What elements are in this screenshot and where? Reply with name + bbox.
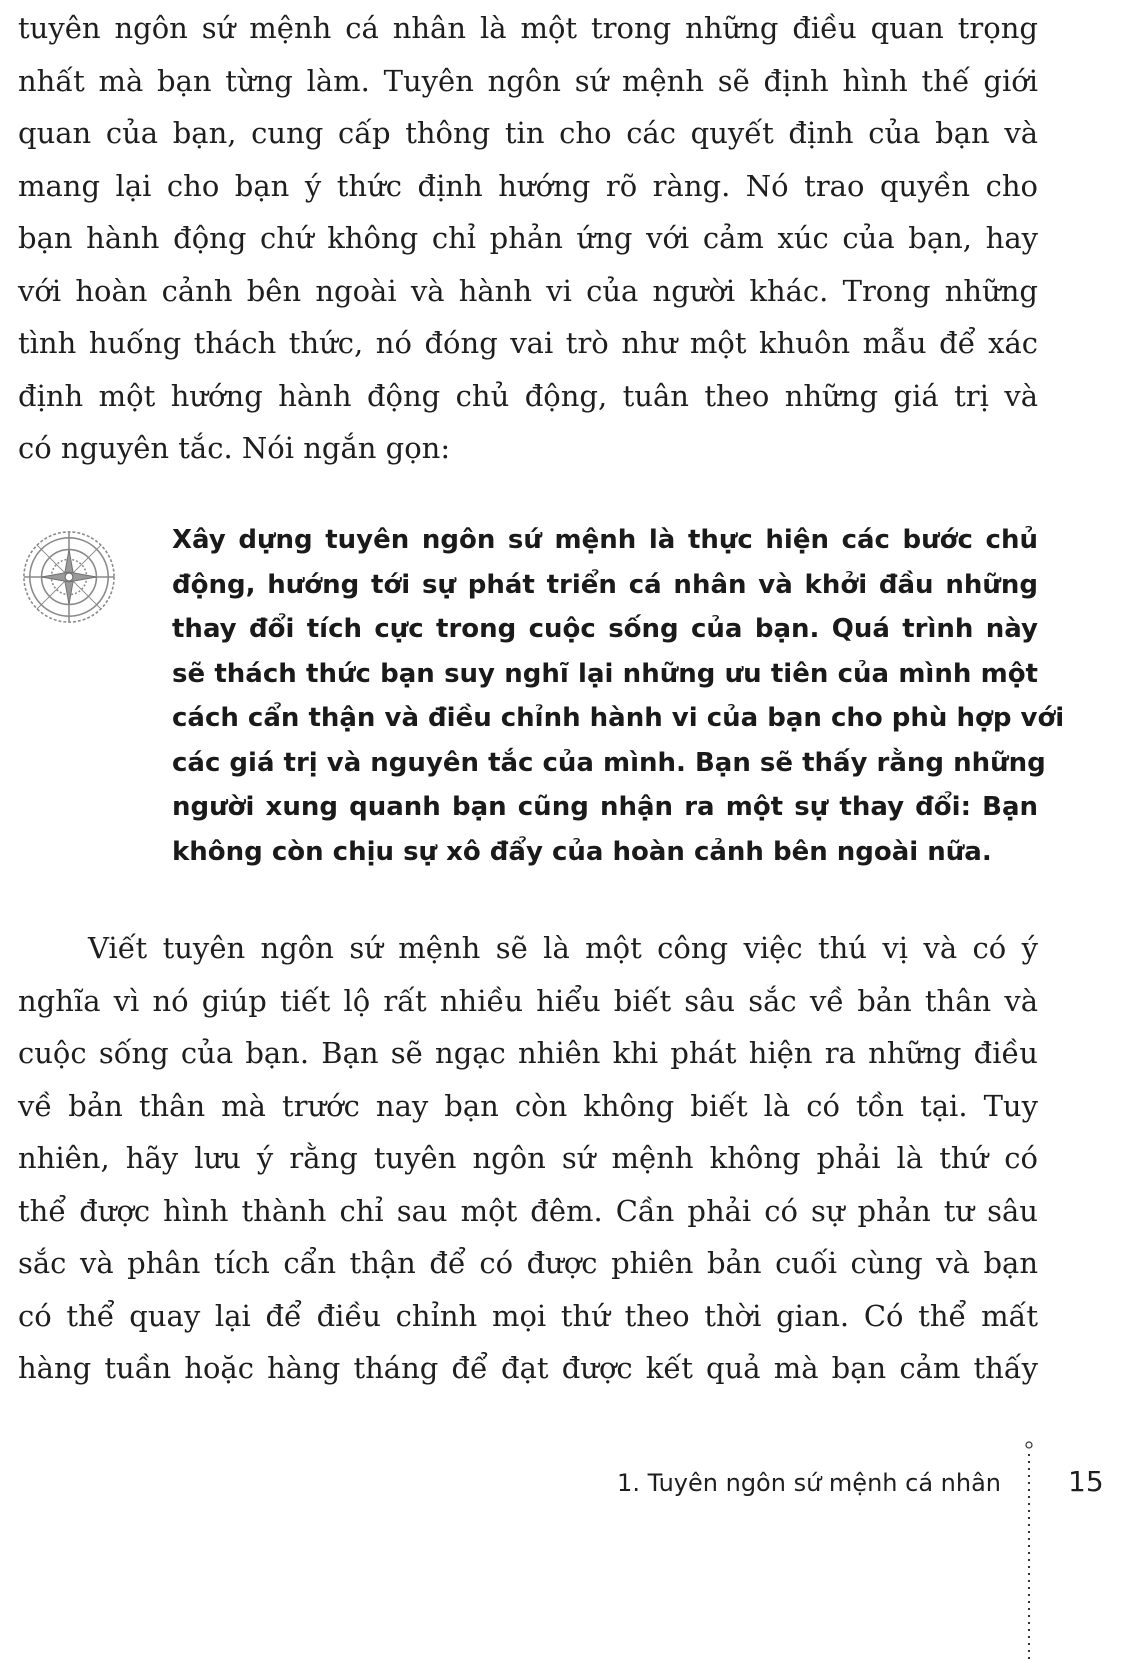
text-line: Viết tuyên ngôn sứ mệnh sẽ là một công việc thú vị và có ý (88, 931, 1038, 965)
text-line: các giá trị và nguyên tắc của mình. Bạn sẽ thấy rằng những (172, 747, 1046, 778)
text-line: mang lại cho bạn ý thức định hướng rõ ràng. Nó trao quyền cho (18, 168, 1038, 203)
text-line: nghĩa vì nó giúp tiết lộ rất nhiều hiểu biết sâu sắc về bản thân và (18, 983, 1038, 1018)
text-line: tuyên ngôn sứ mệnh cá nhân là một trong những điều quan trọng (18, 11, 1038, 45)
text-line: cách cẩn thận và điều chỉnh hành vi của bạn cho phù hợp với (172, 703, 1065, 733)
text-line: không còn chịu sự xô đẩy của hoàn cảnh bên ngoài nữa. (172, 836, 992, 867)
text-line: động, hướng tới sự phát triển cá nhân và khởi đầu những (172, 569, 1038, 600)
text-line: người xung quanh bạn cũng nhận ra một sự thay đổi: Bạn (172, 792, 1038, 822)
text-line: với hoàn cảnh bên ngoài và hành vi của người khác. Trong những (18, 273, 1038, 308)
body-paragraph-2 (18, 922, 1038, 1395)
text-line: hàng tuần hoặc hàng tháng để đạt được kết quả mà bạn cảm thấy (18, 1351, 1038, 1385)
page-number: 15 (1068, 1465, 1104, 1498)
text-line: tình huống thách thức, nó đóng vai trò như một khuôn mẫu để xác (18, 326, 1038, 360)
text-line: quan của bạn, cung cấp thông tin cho các quyết định của bạn và (18, 116, 1038, 150)
text-line: có nguyên tắc. Nói ngắn gọn: (18, 431, 451, 465)
compass-icon (20, 528, 118, 626)
text-line: Xây dựng tuyên ngôn sứ mệnh là thực hiện các bước chủ (172, 525, 1038, 555)
text-line: cuộc sống của bạn. Bạn sẽ ngạc nhiên khi phát hiện ra những điều (18, 1036, 1038, 1070)
page-footer (0, 1465, 1126, 1505)
text-line: định một hướng hành động chủ động, tuân theo những giá trị và (18, 378, 1038, 413)
text-line: nhất mà bạn từng làm. Tuyên ngôn sứ mệnh sẽ định hình thế giới (18, 63, 1038, 98)
text-line: về bản thân mà trước nay bạn còn không biết là có tồn tại. Tuy (18, 1088, 1038, 1123)
text-line: sắc và phân tích cẩn thận để có được phiên bản cuối cùng và bạn (18, 1246, 1038, 1280)
chapter-title: 1. Tuyên ngôn sứ mệnh cá nhân (617, 1469, 1001, 1497)
callout-box (20, 518, 1065, 868)
text-line: bạn hành động chứ không chỉ phản ứng với cảm xúc của bạn, hay (18, 221, 1038, 255)
text-line: sẽ thách thức bạn suy nghĩ lại những ưu tiên của mình một (172, 658, 1038, 689)
callout-text (172, 518, 1065, 874)
text-line: thể được hình thành chỉ sau một đêm. Cần phải có sự phản tư sâu (18, 1193, 1038, 1228)
text-line: nhiên, hãy lưu ý rằng tuyên ngôn sứ mệnh không phải là thứ có (18, 1141, 1038, 1175)
body-paragraph-1 (18, 2, 1038, 475)
text-line: có thể quay lại để điều chỉnh mọi thứ theo thời gian. Có thể mất (18, 1298, 1038, 1333)
text-line: thay đổi tích cực trong cuộc sống của bạn. Quá trình này (172, 614, 1038, 644)
